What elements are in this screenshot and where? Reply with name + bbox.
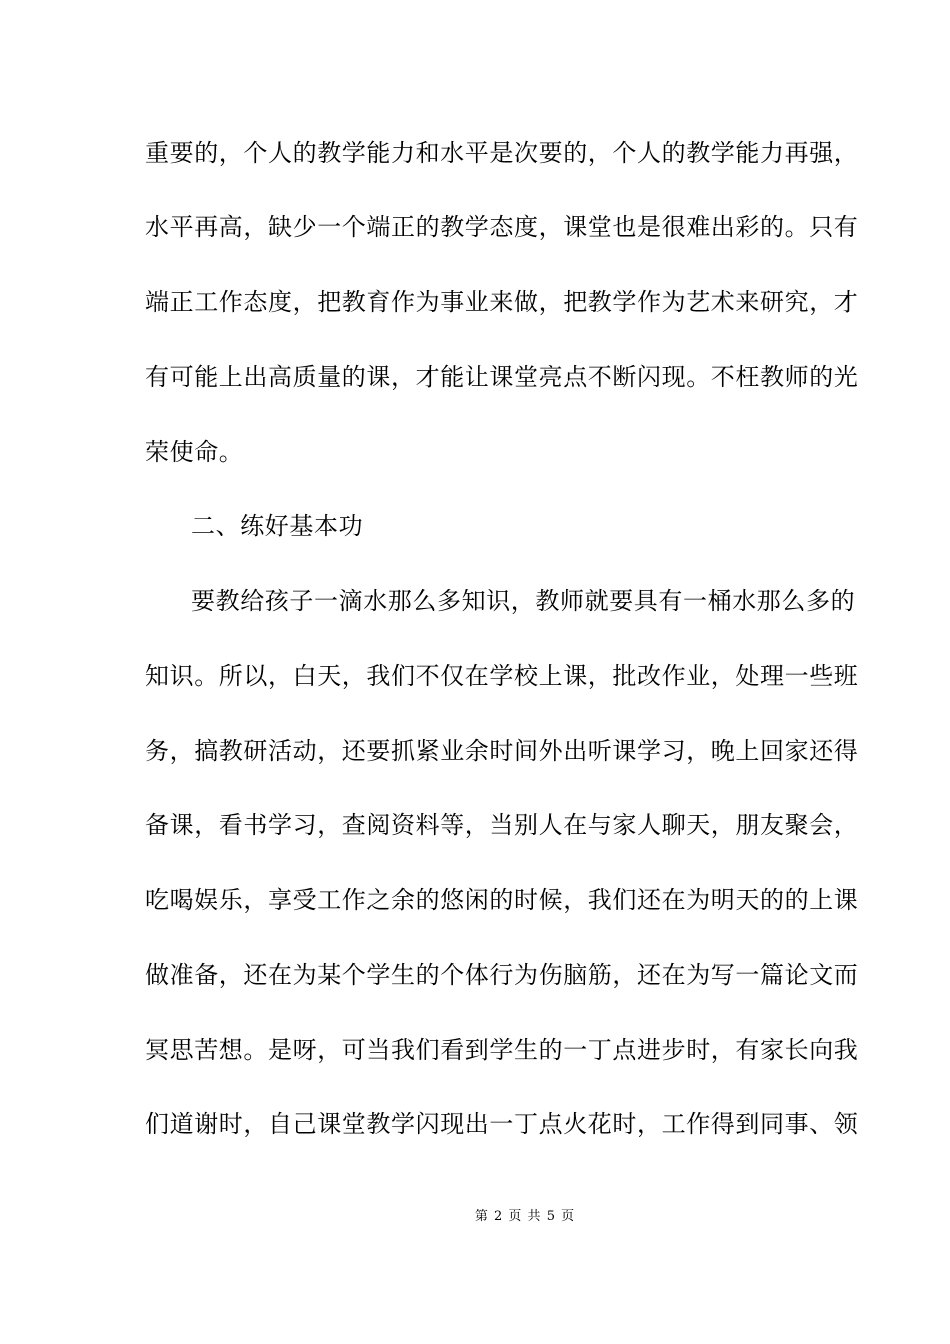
page-number-footer: 第 2 页 共 5 页: [474, 1209, 576, 1224]
paragraph-line-7: 要教给孩子一滴水那么多知识，教师就要具有一桶水那么多的: [191, 587, 856, 615]
paragraph-line-5: 荣使命。: [145, 438, 244, 466]
paragraph-line-14: 们道谢时，自己课堂教学闪现出一丁点火花时，工作得到同事、领: [145, 1110, 859, 1138]
paragraph-line-11: 吃喝娱乐，享受工作之余的悠闲的时候，我们还在为明天的的上课: [145, 886, 859, 914]
paragraph-line-9: 务，搞教研活动，还要抓紧业余时间外出听课学习，晚上回家还得: [145, 737, 859, 765]
paragraph-line-13: 冥思苦想。是呀，可当我们看到学生的一丁点进步时，有家长向我: [145, 1036, 859, 1064]
paragraph-line-4: 有可能上出高质量的课，才能让课堂亮点不断闪现。不枉教师的光: [145, 363, 859, 391]
paragraph-line-10: 备课，看书学习，查阅资料等，当别人在与家人聊天，朋友聚会，: [145, 811, 859, 839]
paragraph-line-12: 做准备，还在为某个学生的个体行为伤脑筋，还在为写一篇论文而: [145, 961, 859, 989]
paragraph-line-2: 水平再高，缺少一个端正的教学态度，课堂也是很难出彩的。只有: [145, 213, 859, 241]
paragraph-line-3: 端正工作态度，把教育作为事业来做，把教学作为艺术来研究，才: [145, 288, 859, 316]
section-heading: 二、练好基本功: [191, 512, 364, 540]
paragraph-line-1: 重要的，个人的教学能力和水平是次要的，个人的教学能力再强，: [145, 139, 859, 167]
paragraph-line-8: 知识。所以，白天，我们不仅在学校上课，批改作业，处理一些班: [145, 662, 859, 690]
